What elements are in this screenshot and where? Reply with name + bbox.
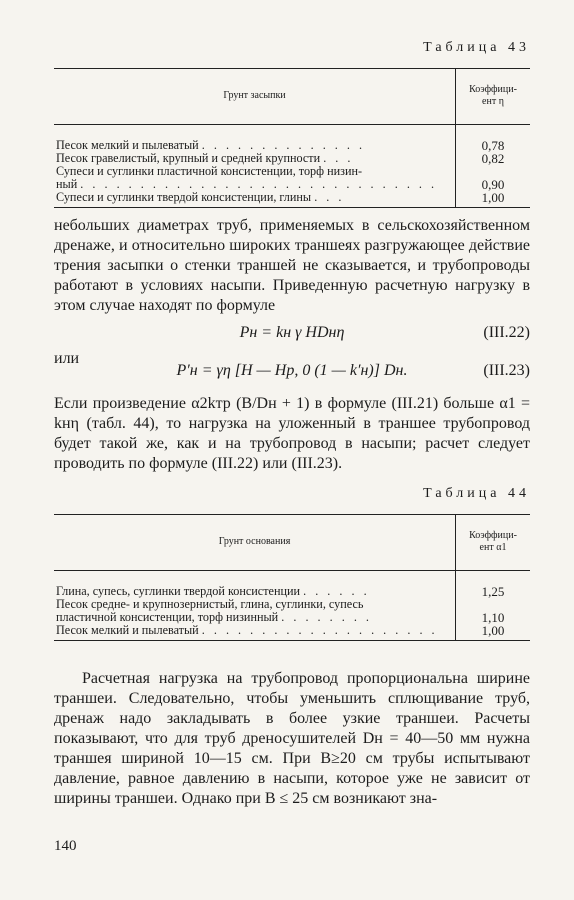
- table-44-header-soil: Грунт основания: [54, 515, 456, 571]
- table-row: Песок мелкий и пылеватый . . . . . . . . . . . . . . 0,78: [54, 125, 530, 153]
- paragraph-3: Расчетная нагрузка на трубопровод пропорциональна ширине траншеи. Следовательно, чтобы уменьшить сплющивание труб, дренаж надо закладывать в более узкие траншеи. Расчеты показывают, что для труб дреносушителей Dн = 40—50 мм нужна траншея шириной 10—15 см. При B≥20 см трубы испытывают давление, равное давлению в насыпи, которое уже не зависит от ширины траншеи. Однако при B ≤ 25 см возникают зна-: [54, 670, 530, 807]
- table-row: Песок гравелистый, крупный и средней крупности . . . 0,82: [54, 152, 530, 165]
- paragraph-1: небольших диаметрах труб, применяемых в сельскохозяйственном дренаже, и относительно широких траншеях разгружающее действие трения засыпки о стенки траншей не сказывается, и трубопроводы работают в условиях насыпи. Приведенную расчетную нагрузку в этом случае находят по формуле: [54, 217, 530, 314]
- page-content: [54, 40, 530, 809]
- table-44: [54, 514, 530, 641]
- paragraph-2: Если произведение α2kтр (B/Dн + 1) в формуле (III.21) больше α1 = kнη (табл. 44), то нагрузка на уложенный в траншее трубопровод будет такой же, как и на трубопровод в насыпи; расчет следует проводить по формуле (III.22) или (III.23).: [54, 395, 530, 472]
- table-row: Глина, супесь, суглинки твердой консистенции . . . . . . 1,25: [54, 571, 530, 599]
- table-row: Супеси и суглинки пластичной консистенции, торф низин-: [54, 165, 530, 178]
- table-44-caption: Таблица 44: [423, 486, 530, 501]
- table-row: ный . . . . . . . . . . . . . . . . . . . . . . . . . . . . . . 0,90: [54, 178, 530, 191]
- formula-III-22: Pн = kн γ HDнη (III.22): [239, 324, 530, 341]
- table-row: Супеси и суглинки твердой консистенции, глины . . . 1,00: [54, 191, 530, 208]
- table-43: [54, 68, 530, 208]
- table-44-header-coef: Коэффици- ент α1: [456, 515, 531, 571]
- table-43-header-coef: Коэффици- ент η: [456, 69, 531, 125]
- table-row: пластичной консистенции, торф низинный . . . . . . . . 1,10: [54, 611, 530, 624]
- table-row: Песок средне- и крупнозернистый, глина, суглинки, супесь: [54, 598, 530, 611]
- page-number: 140: [54, 838, 77, 854]
- table-43-caption: Таблица 43: [423, 40, 530, 55]
- table-row: Песок мелкий и пылеватый . . . . . . . . . . . . . . . . . . . . 1,00: [54, 624, 530, 641]
- table-43-header-soil: Грунт засыпки: [54, 69, 456, 125]
- formula-III-23: или P′н = γη [H — Hр, 0 (1 — k′н)] Dн. (III.23): [54, 350, 530, 379]
